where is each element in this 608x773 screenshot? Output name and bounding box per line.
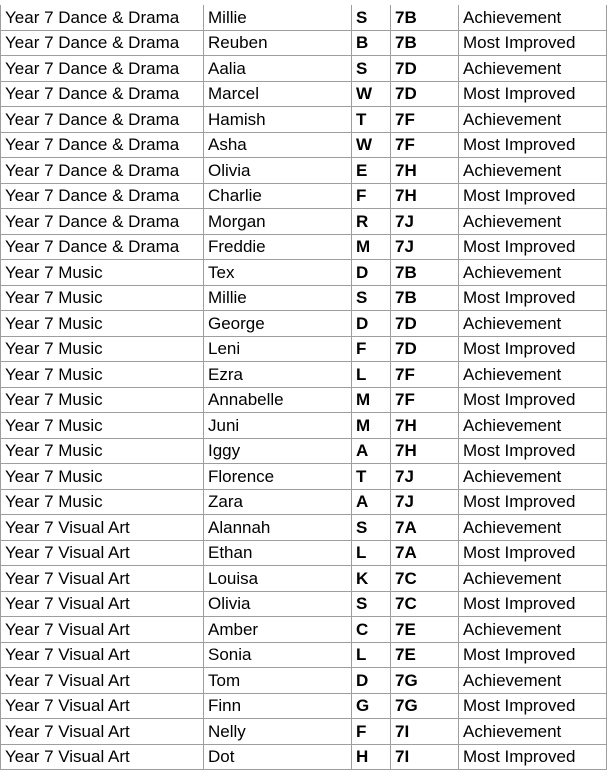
cell-form-group[interactable]: 7E [391, 642, 459, 668]
table-row [1, 642, 607, 668]
cell-form-group[interactable]: 7F [391, 107, 459, 133]
cell-surname-initial[interactable]: T [352, 107, 391, 133]
cell-form-group[interactable]: 7A [391, 515, 459, 541]
cell-first-name[interactable]: Annabelle [204, 387, 352, 413]
table-row [1, 438, 607, 464]
table-row [1, 183, 607, 209]
cell-subject[interactable]: Year 7 Dance & Drama [1, 81, 204, 107]
cell-award[interactable]: Most Improved [459, 642, 607, 668]
cell-form-group[interactable]: 7J [391, 489, 459, 515]
cell-award[interactable]: Achievement [459, 617, 607, 643]
cell-subject[interactable]: Year 7 Music [1, 260, 204, 286]
cell-form-group[interactable]: 7B [391, 30, 459, 56]
cell-award[interactable]: Achievement [459, 566, 607, 592]
cell-form-group[interactable]: 7F [391, 387, 459, 413]
cell-surname-initial[interactable]: S [352, 591, 391, 617]
cell-surname-initial[interactable]: M [352, 413, 391, 439]
cell-first-name[interactable]: Freddie [204, 234, 352, 260]
table-row [1, 285, 607, 311]
cell-surname-initial[interactable]: F [352, 336, 391, 362]
cell-first-name[interactable]: Millie [204, 285, 352, 311]
cell-award[interactable]: Most Improved [459, 81, 607, 107]
cell-form-group[interactable]: 7J [391, 234, 459, 260]
cell-award[interactable]: Most Improved [459, 540, 607, 566]
cell-first-name[interactable]: Zara [204, 489, 352, 515]
cell-surname-initial[interactable]: S [352, 285, 391, 311]
cell-first-name[interactable]: Tom [204, 668, 352, 694]
cell-award[interactable]: Achievement [459, 260, 607, 286]
table-row [1, 234, 607, 260]
cell-form-group[interactable]: 7D [391, 311, 459, 337]
cell-surname-initial[interactable]: A [352, 489, 391, 515]
cell-surname-initial[interactable]: M [352, 234, 391, 260]
cell-subject[interactable]: Year 7 Dance & Drama [1, 107, 204, 133]
cell-surname-initial[interactable]: S [352, 5, 391, 30]
cell-form-group[interactable]: 7J [391, 464, 459, 490]
cell-subject[interactable]: Year 7 Dance & Drama [1, 56, 204, 82]
cell-first-name[interactable]: Florence [204, 464, 352, 490]
cell-surname-initial[interactable]: L [352, 642, 391, 668]
cell-surname-initial[interactable]: W [352, 81, 391, 107]
table-row [1, 413, 607, 439]
cell-form-group[interactable]: 7H [391, 438, 459, 464]
cell-form-group[interactable]: 7A [391, 540, 459, 566]
cell-surname-initial[interactable]: G [352, 693, 391, 719]
cell-surname-initial[interactable]: F [352, 719, 391, 745]
table-row [1, 56, 607, 82]
table-row [1, 336, 607, 362]
cell-surname-initial[interactable]: M [352, 387, 391, 413]
cell-subject[interactable]: Year 7 Music [1, 285, 204, 311]
cell-form-group[interactable]: 7I [391, 719, 459, 745]
cell-surname-initial[interactable]: S [352, 515, 391, 541]
cell-form-group[interactable]: 7C [391, 566, 459, 592]
cell-award[interactable]: Achievement [459, 464, 607, 490]
cell-award[interactable]: Most Improved [459, 183, 607, 209]
cell-form-group[interactable]: 7H [391, 413, 459, 439]
cell-form-group[interactable]: 7C [391, 591, 459, 617]
table-row [1, 540, 607, 566]
cell-subject[interactable]: Year 7 Visual Art [1, 540, 204, 566]
cell-surname-initial[interactable]: K [352, 566, 391, 592]
table-row [1, 693, 607, 719]
cell-first-name[interactable]: Millie [204, 5, 352, 30]
awards-table [0, 5, 607, 770]
table-row [1, 260, 607, 286]
cell-surname-initial[interactable]: F [352, 183, 391, 209]
cell-award[interactable]: Achievement [459, 209, 607, 235]
cell-surname-initial[interactable]: T [352, 464, 391, 490]
cell-form-group[interactable]: 7F [391, 362, 459, 388]
cell-surname-initial[interactable]: B [352, 30, 391, 56]
table-row [1, 591, 607, 617]
cell-award[interactable]: Achievement [459, 719, 607, 745]
cell-first-name[interactable]: Alannah [204, 515, 352, 541]
cell-subject[interactable]: Year 7 Visual Art [1, 668, 204, 694]
cell-subject[interactable]: Year 7 Music [1, 311, 204, 337]
table-row [1, 81, 607, 107]
cell-surname-initial[interactable]: E [352, 158, 391, 184]
cell-surname-initial[interactable]: W [352, 132, 391, 158]
cell-first-name[interactable]: Hamish [204, 107, 352, 133]
table-row [1, 158, 607, 184]
cell-surname-initial[interactable]: D [352, 311, 391, 337]
table-row [1, 387, 607, 413]
cell-award[interactable]: Achievement [459, 311, 607, 337]
cell-award[interactable]: Most Improved [459, 693, 607, 719]
cell-first-name[interactable]: Amber [204, 617, 352, 643]
cell-subject[interactable]: Year 7 Visual Art [1, 591, 204, 617]
cell-subject[interactable]: Year 7 Dance & Drama [1, 5, 204, 30]
cell-subject[interactable]: Year 7 Visual Art [1, 617, 204, 643]
cell-surname-initial[interactable]: D [352, 260, 391, 286]
cell-form-group[interactable]: 7B [391, 260, 459, 286]
table-row [1, 464, 607, 490]
cell-first-name[interactable]: Olivia [204, 158, 352, 184]
cell-first-name[interactable]: Reuben [204, 30, 352, 56]
cell-award[interactable]: Most Improved [459, 132, 607, 158]
cell-subject[interactable]: Year 7 Visual Art [1, 642, 204, 668]
cell-subject[interactable]: Year 7 Dance & Drama [1, 158, 204, 184]
cell-award[interactable]: Achievement [459, 5, 607, 30]
cell-award[interactable]: Most Improved [459, 30, 607, 56]
table-row [1, 719, 607, 745]
cell-form-group[interactable]: 7D [391, 81, 459, 107]
cell-form-group[interactable]: 7B [391, 5, 459, 30]
cell-award[interactable]: Achievement [459, 668, 607, 694]
cell-first-name[interactable]: Ezra [204, 362, 352, 388]
cell-first-name[interactable]: Juni [204, 413, 352, 439]
table-row [1, 617, 607, 643]
cell-award[interactable]: Achievement [459, 56, 607, 82]
cell-surname-initial[interactable]: S [352, 56, 391, 82]
cell-form-group[interactable]: 7J [391, 209, 459, 235]
table-row [1, 132, 607, 158]
table-row [1, 311, 607, 337]
awards-table-body [1, 5, 607, 770]
cell-first-name[interactable]: Leni [204, 336, 352, 362]
cell-subject[interactable]: Year 7 Music [1, 489, 204, 515]
cell-award[interactable]: Most Improved [459, 489, 607, 515]
cell-subject[interactable]: Year 7 Music [1, 362, 204, 388]
cell-first-name[interactable]: Nelly [204, 719, 352, 745]
cell-form-group[interactable]: 7E [391, 617, 459, 643]
cell-subject[interactable]: Year 7 Dance & Drama [1, 183, 204, 209]
cell-subject[interactable]: Year 7 Dance & Drama [1, 30, 204, 56]
cell-subject[interactable]: Year 7 Dance & Drama [1, 209, 204, 235]
cell-form-group[interactable]: 7F [391, 132, 459, 158]
cell-subject[interactable]: Year 7 Visual Art [1, 515, 204, 541]
table-row [1, 30, 607, 56]
table-row [1, 668, 607, 694]
cell-form-group[interactable]: 7D [391, 56, 459, 82]
cell-subject[interactable]: Year 7 Visual Art [1, 744, 204, 770]
table-row [1, 362, 607, 388]
cell-subject[interactable]: Year 7 Music [1, 464, 204, 490]
cell-subject[interactable]: Year 7 Music [1, 413, 204, 439]
cell-award[interactable]: Achievement [459, 158, 607, 184]
cell-subject[interactable]: Year 7 Visual Art [1, 566, 204, 592]
cell-surname-initial[interactable]: L [352, 362, 391, 388]
cell-first-name[interactable]: Iggy [204, 438, 352, 464]
cell-form-group[interactable]: 7G [391, 693, 459, 719]
cell-award[interactable]: Most Improved [459, 336, 607, 362]
cell-first-name[interactable]: Morgan [204, 209, 352, 235]
table-row [1, 566, 607, 592]
cell-subject[interactable]: Year 7 Dance & Drama [1, 132, 204, 158]
cell-form-group[interactable]: 7H [391, 183, 459, 209]
cell-award[interactable]: Achievement [459, 413, 607, 439]
cell-subject[interactable]: Year 7 Music [1, 387, 204, 413]
cell-first-name[interactable]: Olivia [204, 591, 352, 617]
cell-first-name[interactable]: Ethan [204, 540, 352, 566]
cell-surname-initial[interactable]: H [352, 744, 391, 770]
cell-first-name[interactable]: Aalia [204, 56, 352, 82]
cell-award[interactable]: Most Improved [459, 744, 607, 770]
cell-award[interactable]: Achievement [459, 362, 607, 388]
cell-subject[interactable]: Year 7 Dance & Drama [1, 234, 204, 260]
table-row [1, 5, 607, 30]
cell-award[interactable]: Most Improved [459, 591, 607, 617]
cell-form-group[interactable]: 7H [391, 158, 459, 184]
cell-first-name[interactable]: Finn [204, 693, 352, 719]
cell-first-name[interactable]: Tex [204, 260, 352, 286]
cell-surname-initial[interactable]: R [352, 209, 391, 235]
cell-form-group[interactable]: 7I [391, 744, 459, 770]
table-row [1, 209, 607, 235]
table-row [1, 744, 607, 770]
cell-surname-initial[interactable]: D [352, 668, 391, 694]
cell-form-group[interactable]: 7G [391, 668, 459, 694]
table-row [1, 515, 607, 541]
table-row [1, 107, 607, 133]
cell-first-name[interactable]: Asha [204, 132, 352, 158]
table-row [1, 489, 607, 515]
cell-subject[interactable]: Year 7 Visual Art [1, 693, 204, 719]
cell-subject[interactable]: Year 7 Music [1, 438, 204, 464]
cell-first-name[interactable]: George [204, 311, 352, 337]
cell-award[interactable]: Most Improved [459, 285, 607, 311]
cell-first-name[interactable]: Charlie [204, 183, 352, 209]
cell-surname-initial[interactable]: C [352, 617, 391, 643]
cell-subject[interactable]: Year 7 Visual Art [1, 719, 204, 745]
awards-table-container [0, 5, 606, 770]
cell-form-group[interactable]: 7D [391, 336, 459, 362]
cell-surname-initial[interactable]: L [352, 540, 391, 566]
cell-award[interactable]: Most Improved [459, 387, 607, 413]
cell-award[interactable]: Most Improved [459, 234, 607, 260]
cell-first-name[interactable]: Marcel [204, 81, 352, 107]
cell-award[interactable]: Most Improved [459, 438, 607, 464]
cell-subject[interactable]: Year 7 Music [1, 336, 204, 362]
cell-first-name[interactable]: Louisa [204, 566, 352, 592]
cell-form-group[interactable]: 7B [391, 285, 459, 311]
cell-surname-initial[interactable]: A [352, 438, 391, 464]
cell-award[interactable]: Achievement [459, 515, 607, 541]
cell-first-name[interactable]: Sonia [204, 642, 352, 668]
cell-first-name[interactable]: Dot [204, 744, 352, 770]
cell-award[interactable]: Achievement [459, 107, 607, 133]
